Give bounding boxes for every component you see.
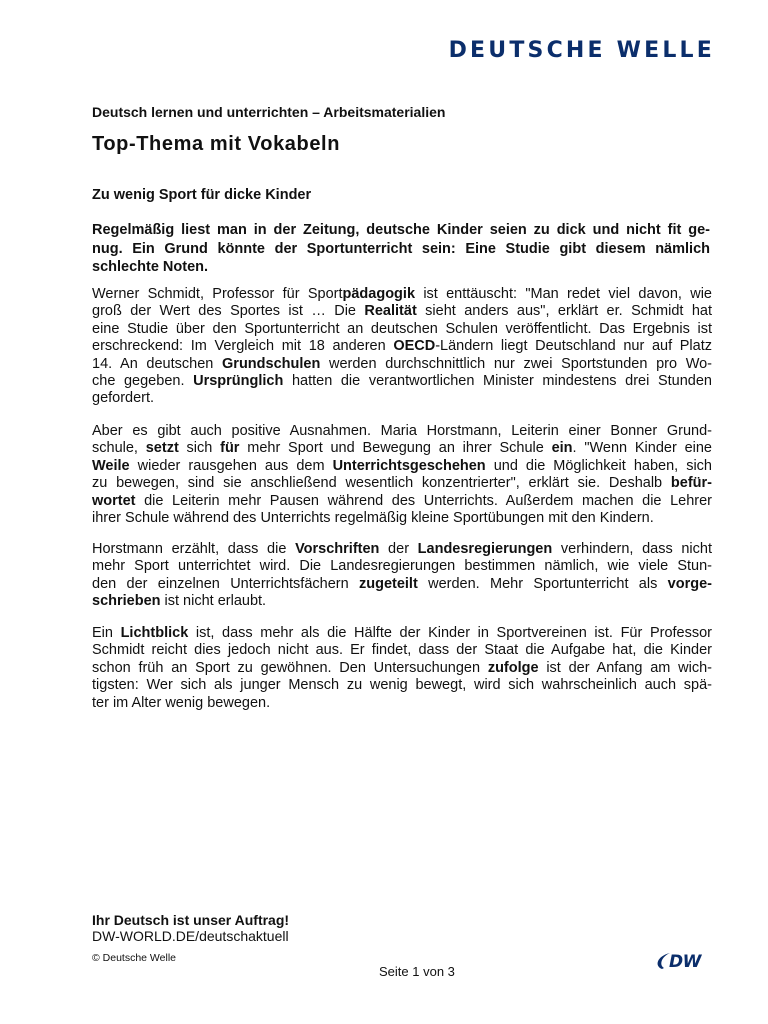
text-run: die Leiterin mehr Pausen während des Unterrichts. Außerdem machen die Lehrer	[135, 492, 712, 509]
article-paragraph-2	[92, 423, 712, 527]
vocabulary-term: Lichtblick	[120, 625, 189, 641]
text-run: 14. An deutschen	[92, 355, 223, 372]
paragraph-line	[92, 493, 712, 510]
vocabulary-term: Ursprünglich	[193, 373, 284, 390]
vocabulary-term: zufolge	[487, 659, 539, 676]
vocabulary-term: Realität	[364, 303, 417, 320]
dw-logo-text: DW	[669, 952, 701, 972]
paragraph-line	[92, 642, 712, 659]
text-run: tigsten: Wer sich als junger Mensch zu wenig bewegt, wird sich wahrscheinlich auch spä-	[92, 677, 712, 694]
vocabulary-term: zugeteilt	[358, 575, 418, 592]
text-run: werden. Mehr Sportunterricht als	[417, 575, 668, 592]
document-subtitle: Deutsch lernen und unterrichten – Arbeitsmaterialien	[92, 104, 446, 120]
text-run: groß der Wert des Sportes ist … Die	[92, 303, 365, 320]
text-run: mehr Sport und Bewegung an ihrer Schule	[239, 440, 552, 457]
vocabulary-term: OECD	[393, 338, 436, 355]
lead-line: nug. Ein Grund könnte der Sportunterricht sein: Eine Studie gibt diesem nämlich	[92, 240, 710, 257]
article-paragraph-1	[92, 286, 712, 408]
text-run: ist nicht erlaubt.	[160, 593, 267, 610]
text-run: che gegeben.	[92, 373, 194, 390]
paragraph-line	[92, 625, 712, 642]
lead-line: schlechte Noten.	[92, 259, 209, 276]
vocabulary-term: Landesregierungen	[417, 541, 553, 557]
text-run: -Ländern liegt Deutschland nur auf Platz	[435, 338, 712, 355]
paragraph-line	[92, 576, 712, 593]
paragraph-line	[92, 475, 712, 492]
vocabulary-term: für	[220, 440, 240, 457]
vocabulary-term: vorge-	[667, 575, 712, 592]
text-run: erschreckend: Im Vergleich mit 18 anderen	[92, 338, 394, 355]
text-run: schule,	[92, 440, 146, 457]
text-run: wieder rausgehen aus dem	[129, 457, 333, 474]
paragraph-line	[92, 390, 712, 407]
vocabulary-term: Unterrichtsgeschehen	[332, 457, 486, 474]
paragraph-line	[92, 558, 712, 575]
vocabulary-term: schrieben	[92, 593, 161, 610]
text-run: schon früh an Sport zu gewöhnen. Den Untersuchungen	[92, 659, 488, 676]
text-run: ist der Anfang am wich-	[538, 659, 712, 676]
text-run: und die Möglichkeit haben, sich	[485, 457, 712, 474]
article-lead	[92, 221, 710, 277]
text-run: sich	[178, 440, 221, 457]
text-run: mehr Sport unterrichtet wird. Die Landesregierungen bestimmen nämlich, wie viele Stun-	[92, 558, 712, 575]
article-paragraph-3	[92, 541, 712, 611]
text-run: hatten die verantwortlichen Minister mindestens drei Stunden	[283, 373, 712, 390]
paragraph-line	[92, 303, 712, 320]
text-run: ter im Alter wenig bewegen.	[92, 694, 271, 711]
paragraph-line	[92, 593, 712, 610]
document-title: Top-Thema mit Vokabeln	[92, 133, 341, 155]
vocabulary-term: ein	[551, 440, 573, 457]
paragraph-line	[92, 458, 712, 475]
vocabulary-term: Weile	[92, 457, 130, 474]
paragraph-line	[92, 373, 712, 390]
vocabulary-term: Vorschriften	[295, 541, 380, 557]
text-run: sieht anders aus", erklärt er. Schmidt hat	[416, 303, 713, 320]
text-run: ist enttäuscht: "Man redet viel davon, wie	[415, 286, 712, 302]
vocabulary-term: befür-	[670, 475, 712, 492]
text-run: der	[379, 541, 418, 557]
vocabulary-term: Grundschulen	[222, 355, 321, 372]
text-run: zu bewegen, sind sie anschließend wesentlich konzentrierter", erklärt sie. Deshalb	[92, 475, 671, 492]
page-number: Seite 1 von 3	[379, 964, 455, 979]
vocabulary-term: wortet	[92, 492, 136, 509]
text-run: den der einzelnen Unterrichtsfächern	[92, 575, 359, 592]
paragraph-line	[92, 286, 712, 303]
footer-slogan: Ihr Deutsch ist unser Auftrag!	[92, 912, 290, 928]
text-run: verhindern, dass nicht	[552, 541, 712, 557]
paragraph-line	[92, 440, 712, 457]
footer-copyright: © Deutsche Welle	[92, 952, 176, 964]
text-run: Werner Schmidt, Professor für Sport	[92, 286, 343, 302]
paragraph-line	[92, 677, 712, 694]
text-run: Schmidt reicht dies jedoch nicht aus. Er findet, dass der Staat die Aufgabe hat, die Kinder	[92, 642, 712, 659]
article-paragraph-4	[92, 625, 712, 712]
paragraph-line	[92, 321, 712, 338]
footer-url[interactable]: DW-WORLD.DE/deutschaktuell	[92, 928, 289, 944]
article-headline: Zu wenig Sport für dicke Kinder	[92, 187, 312, 203]
text-run: Ein	[92, 625, 121, 641]
paragraph-line	[92, 356, 712, 373]
text-run: . "Wenn Kinder eine	[572, 440, 712, 457]
text-run: werden durchschnittlich nur zwei Sportstunden pro Wo-	[320, 355, 713, 372]
text-run: ihrer Schule während des Unterrichts regelmäßig kleine Sportübungen mit den Kindern.	[92, 510, 654, 527]
text-run: Horstmann erzählt, dass die	[92, 541, 296, 557]
vocabulary-term: setzt	[145, 440, 179, 457]
dw-logo	[650, 948, 716, 974]
paragraph-line	[92, 695, 712, 712]
paragraph-line	[92, 338, 712, 355]
text-run: Aber es gibt auch positive Ausnahmen. Maria Horstmann, Leiterin einer Bonner Grund-	[92, 423, 712, 439]
text-run: gefordert.	[92, 390, 155, 407]
paragraph-line	[92, 660, 712, 677]
paragraph-line	[92, 423, 712, 440]
lead-line: Regelmäßig liest man in der Zeitung, deutsche Kinder seien zu dick und nicht fit ge-	[92, 222, 710, 238]
vocabulary-term: pädagogik	[342, 286, 416, 302]
text-run: eine Studie über den Sportunterricht an deutschen Schulen veröffentlicht. Das Ergebnis ist	[92, 320, 712, 337]
brand-wordmark: DEUTSCHE WELLE	[448, 38, 715, 63]
paragraph-line	[92, 541, 712, 558]
paragraph-line	[92, 510, 712, 527]
text-run: ist, dass mehr als die Hälfte der Kinder in Sportvereinen ist. Für Professor	[188, 625, 712, 641]
